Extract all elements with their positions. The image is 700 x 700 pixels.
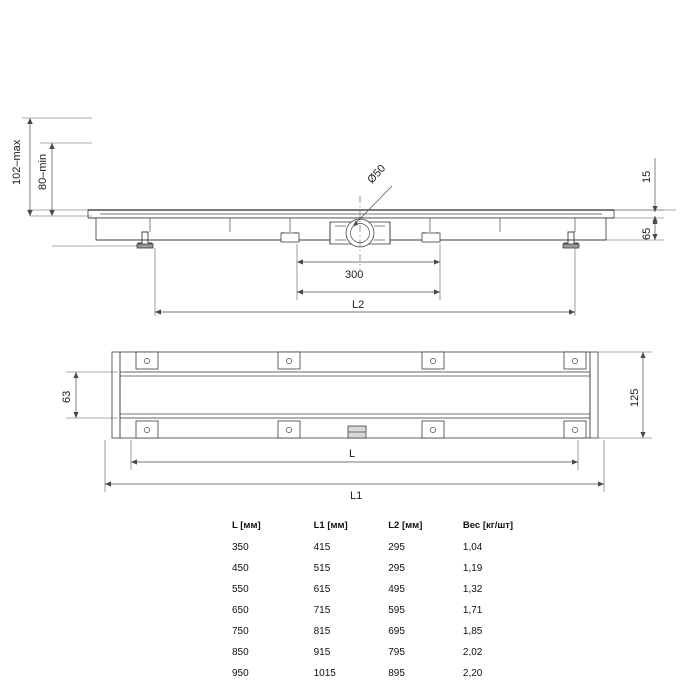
dim-body-width-label: 125 [629,388,641,407]
table-row [218,600,548,621]
cell-weight: 1,85 [462,626,483,637]
cell-l2: 595 [388,605,405,616]
cell-l: 750 [232,626,249,637]
cell-l2: 795 [388,647,405,658]
cell-l: 650 [232,605,249,616]
table-row [218,663,548,684]
dim-l2-label: L2 [352,299,365,311]
cell-l: 450 [232,563,249,574]
header-l1: L1 [мм] [313,520,348,531]
cell-l1: 815 [313,626,331,637]
cell-l: 850 [232,647,249,658]
cell-weight: 1,04 [462,542,483,553]
table-row [218,537,548,558]
dim-l-label: L [349,448,356,460]
table-row [218,579,548,600]
dim-body-depth-label: 65 [641,227,653,240]
cell-l1: 515 [313,563,331,574]
cell-l2: 295 [388,563,405,574]
cell-weight: 1,19 [462,563,483,574]
cell-l: 550 [232,584,249,595]
cell-l1: 915 [313,647,331,658]
side-view-group [11,118,676,316]
dim-l1-label: L1 [350,490,363,502]
cell-l1: 415 [313,542,331,553]
cell-l2: 895 [388,668,405,679]
table-row [218,558,548,579]
table-row [218,621,548,642]
cell-weight: 1,32 [462,584,483,595]
cell-l2: 495 [388,584,405,595]
dim-300-label: 300 [345,269,364,281]
cell-l1: 1015 [313,668,336,679]
cell-weight: 2,20 [462,668,483,679]
table-row [218,642,548,663]
cell-l2: 295 [388,542,405,553]
header-weight: Вес [кг/шт] [462,520,514,531]
dim-grate-width-label: 63 [61,390,73,403]
cell-weight: 1,71 [462,605,483,616]
spec-table [218,518,548,684]
cell-l: 350 [232,542,249,553]
table-header-row [218,518,548,537]
cell-l2: 695 [388,626,405,637]
cell-weight: 2,02 [462,647,483,658]
cell-l1: 615 [313,584,331,595]
dim-outlet-diameter-label: Ø50 [365,162,389,187]
cell-l: 950 [232,668,249,679]
dim-height-max-label: 102–max [11,139,23,185]
dim-flange-height-label: 15 [641,170,653,183]
header-l2: L2 [мм] [388,520,423,531]
header-l: L [мм] [232,520,261,531]
top-view-group [61,352,652,502]
cell-l1: 715 [313,605,331,616]
dim-height-min-label: 80–min [37,153,49,190]
